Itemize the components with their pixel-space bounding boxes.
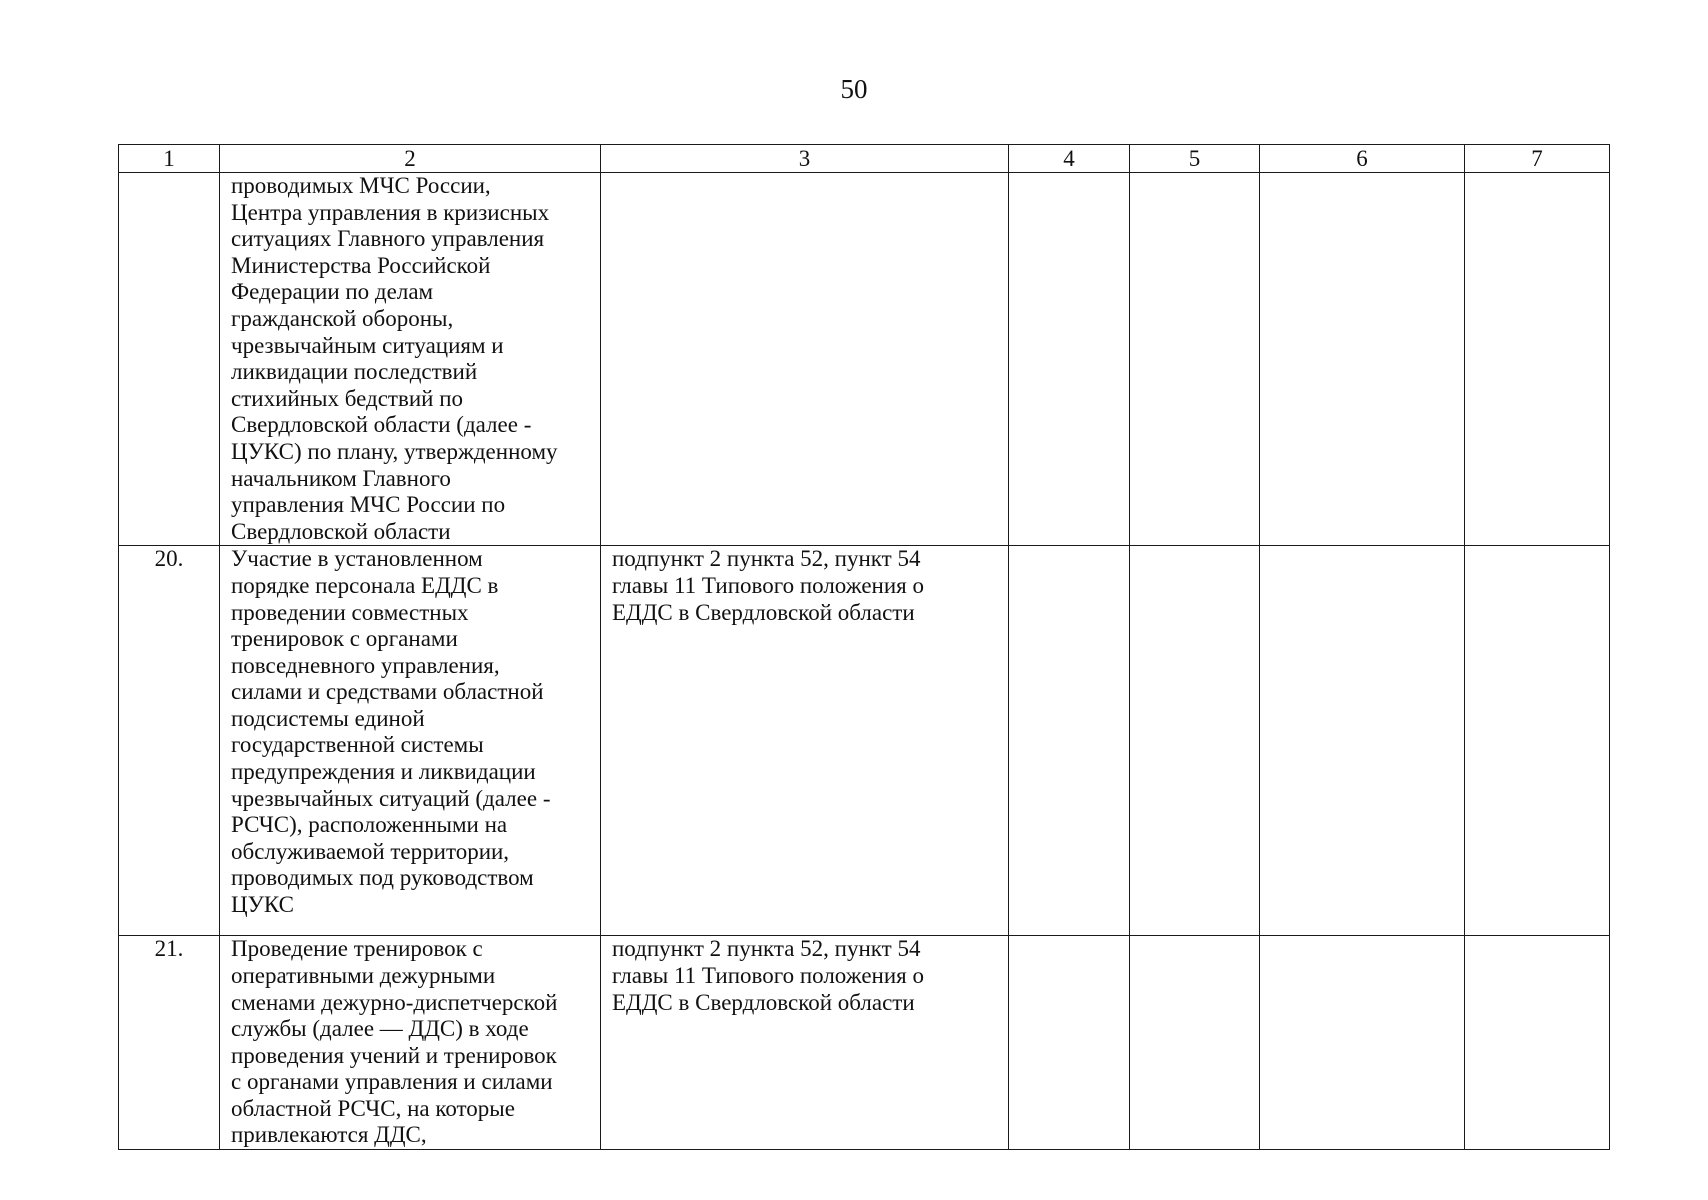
row-reference: подпункт 2 пункта 52, пункт 54 главы 11 Типового положения о ЕДДС в Свердловской области <box>612 936 924 1015</box>
row-description: проводимых МЧС России, Центра управления в кризисных ситуациях Главного управления Министерства Российской Федерации по делам гражданской обороны, чрезвычайным ситуациям и ликвидации последствий стихийных бедствий по Свердловской области (далее - ЦУКС) по плану, утвержденному начальником Главного управления МЧС России по Свердловской области <box>231 173 558 544</box>
table-header-row <box>119 145 1610 173</box>
column-header-6: 6 <box>1260 145 1465 173</box>
row-reference: подпункт 2 пункта 52, пункт 54 главы 11 Типового положения о ЕДДС в Свердловской области <box>612 546 924 625</box>
page-number: 50 <box>840 74 868 104</box>
column-header-7: 7 <box>1465 145 1610 173</box>
row-number-cell <box>119 546 220 936</box>
description-cell <box>220 546 601 936</box>
table-row <box>119 936 1610 1150</box>
table-row <box>119 173 1610 546</box>
row-description: Проведение тренировок с оперативными дежурными сменами дежурно-диспетчерской службы (далее — ДДС) в ходе проведения учений и тренировок с органами управления и силами областной РСЧС, на которые привлекаются ДДС, <box>231 936 558 1148</box>
column-5-cell <box>1130 173 1260 546</box>
reference-cell <box>601 173 1009 546</box>
row-number: 20. <box>154 546 184 572</box>
row-number: 21. <box>154 936 184 962</box>
column-4-cell <box>1009 546 1130 936</box>
description-cell <box>220 173 601 546</box>
column-7-cell <box>1465 936 1610 1150</box>
column-6-cell <box>1260 546 1465 936</box>
column-header-2: 2 <box>220 145 601 173</box>
plan-table <box>118 144 1610 1150</box>
column-6-cell <box>1260 173 1465 546</box>
column-5-cell <box>1130 546 1260 936</box>
column-header-1: 1 <box>119 145 220 173</box>
column-header-3: 3 <box>601 145 1009 173</box>
column-header-5: 5 <box>1130 145 1260 173</box>
table-row <box>119 546 1610 936</box>
column-6-cell <box>1260 936 1465 1150</box>
reference-cell <box>601 546 1009 936</box>
column-4-cell <box>1009 936 1130 1150</box>
column-7-cell <box>1465 546 1610 936</box>
column-5-cell <box>1130 936 1260 1150</box>
reference-cell <box>601 936 1009 1150</box>
row-number-cell <box>119 173 220 546</box>
column-4-cell <box>1009 173 1130 546</box>
column-header-4: 4 <box>1009 145 1130 173</box>
description-cell <box>220 936 601 1150</box>
row-description: Участие в установленном порядке персонала ЕДДС в проведении совместных тренировок с органами повседневного управления, силами и средствами областной подсистемы единой государственной системы предупреждения и ликвидации чрезвычайных ситуаций (далее - РСЧС), расположенными на обслуживаемой территории, проводимых под руководством ЦУКС <box>231 546 551 918</box>
column-7-cell <box>1465 173 1610 546</box>
row-number-cell <box>119 936 220 1150</box>
